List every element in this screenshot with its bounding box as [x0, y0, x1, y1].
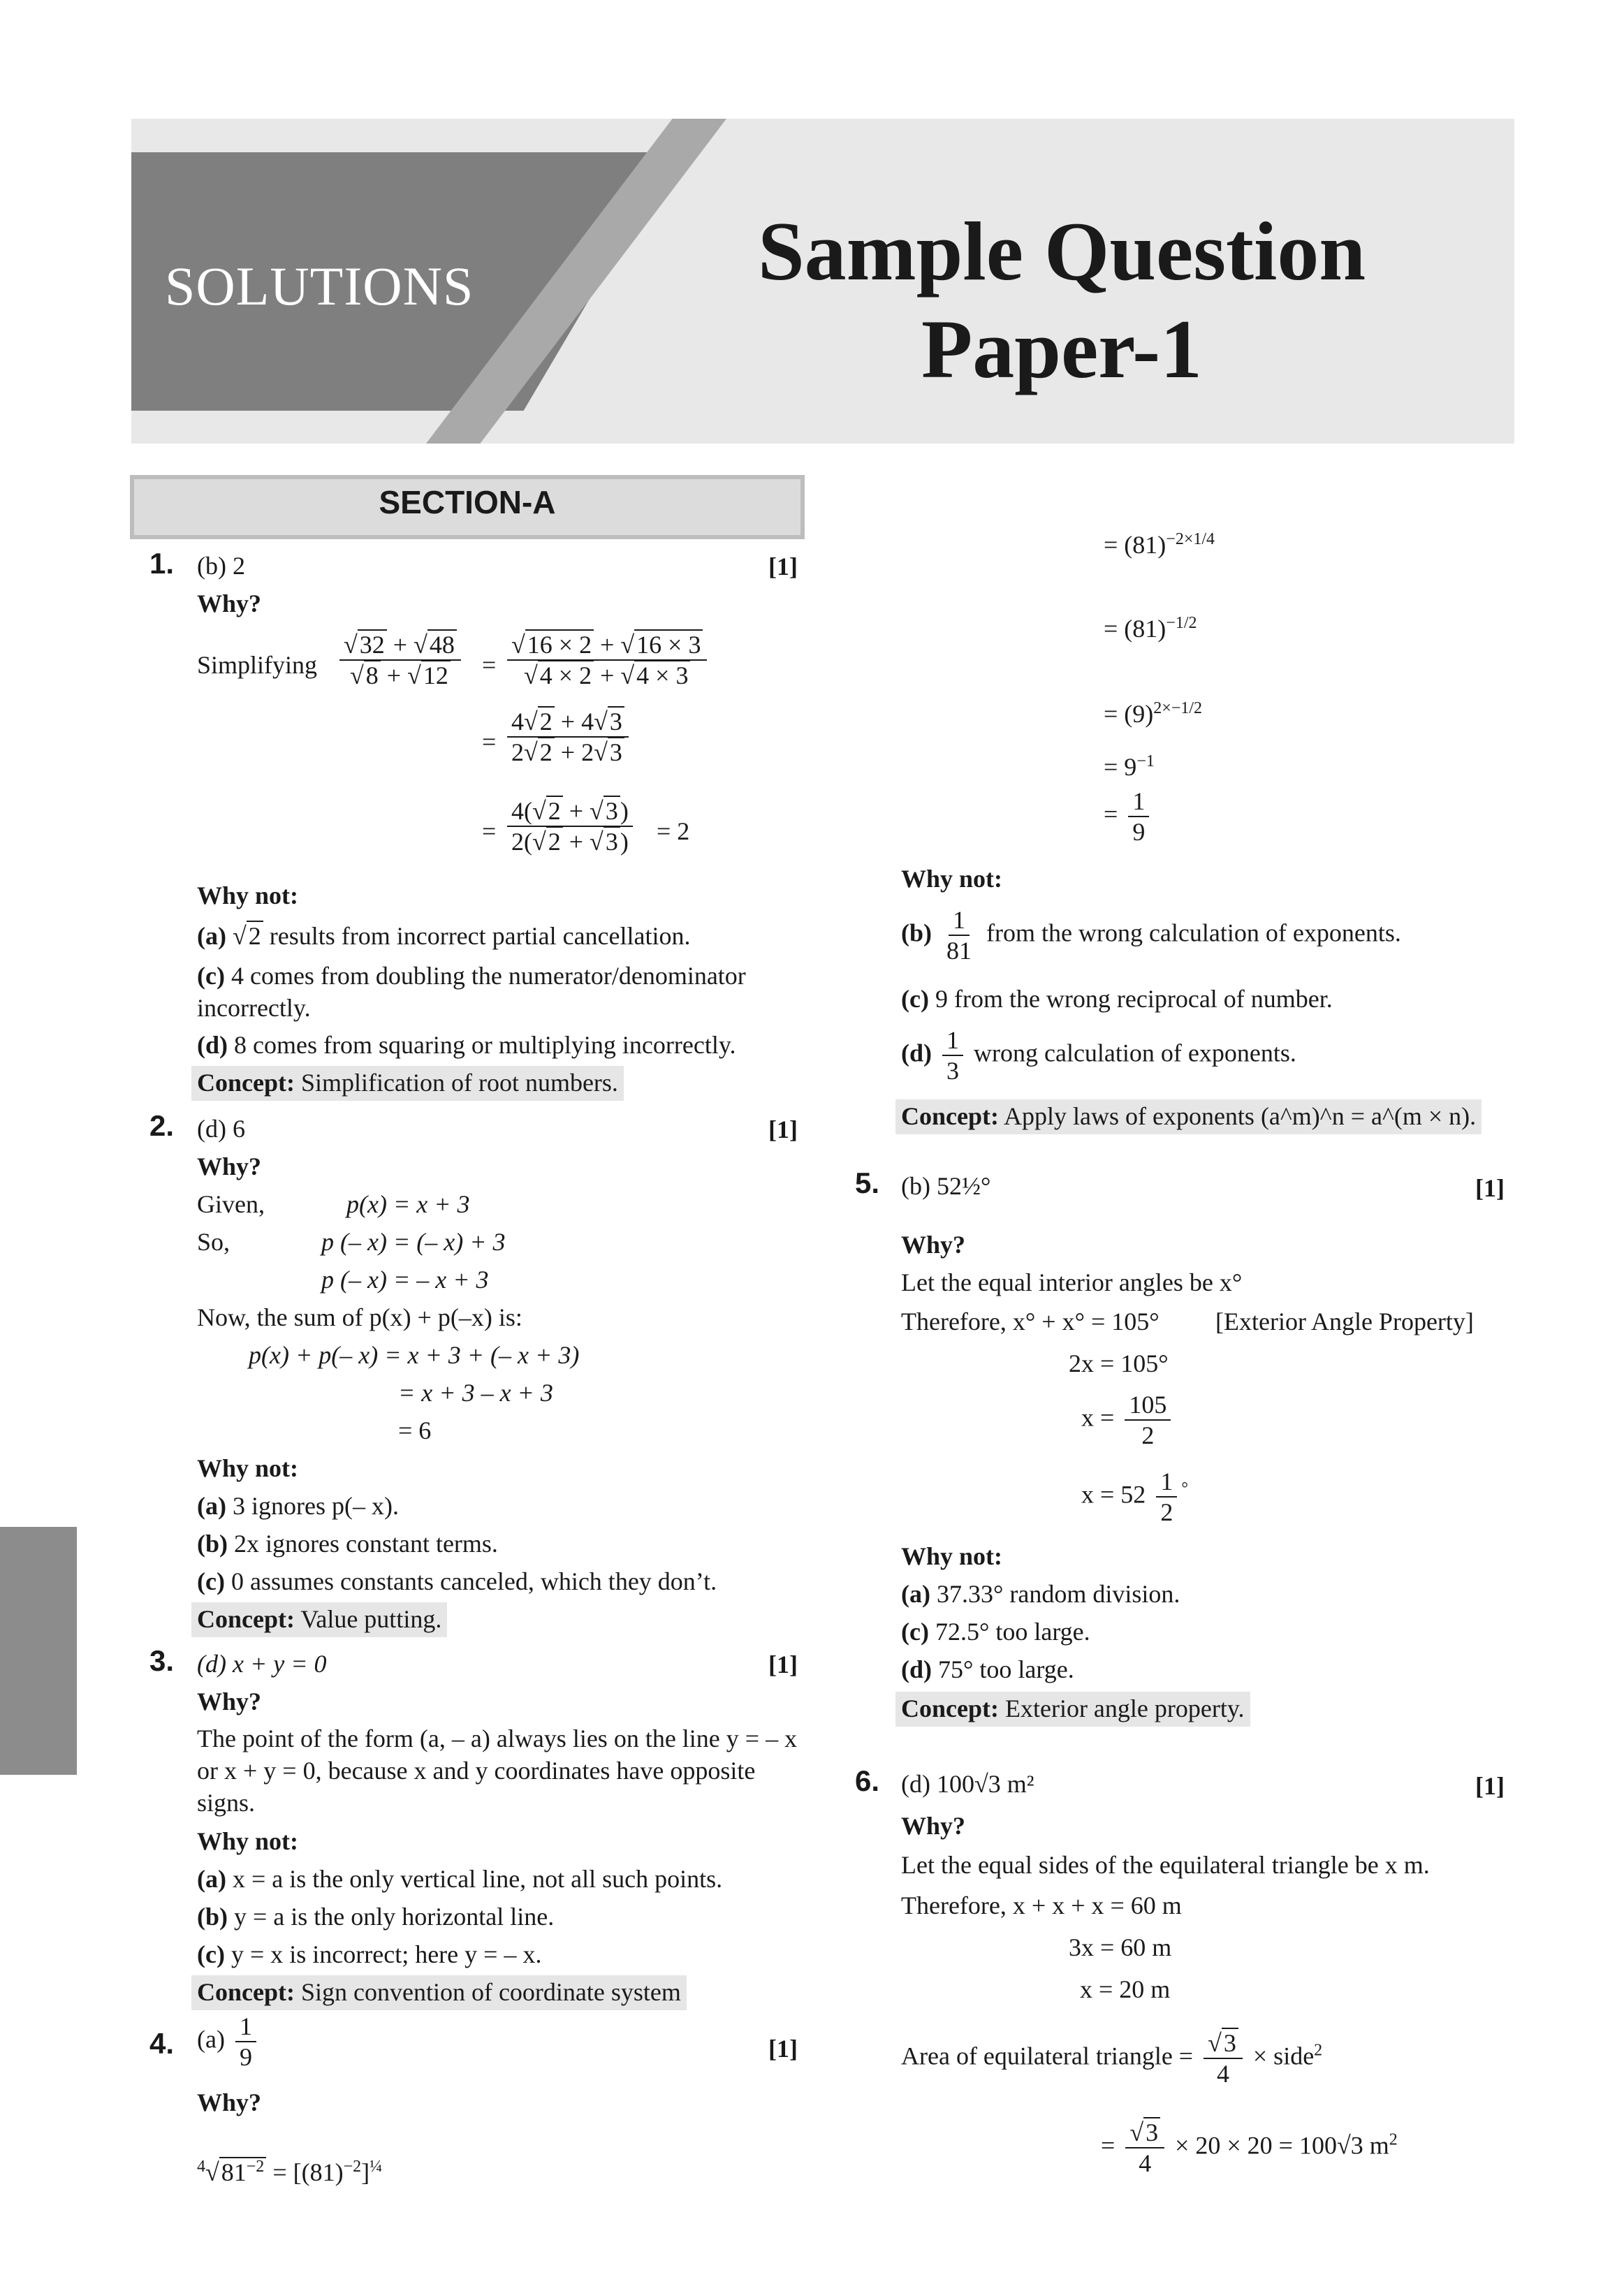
q1-eq-sign-2: =	[482, 728, 497, 756]
q5-line-4: x = $\frac{105}{2}$	[1081, 1390, 1175, 1450]
q6-area-result: = $\frac{√3}{4}$ × 20 × 20 = 100√3 $m^2$	[1101, 2118, 1398, 2177]
q4-step-c: = $(9)^{2\times-1/2}$	[1104, 699, 1203, 728]
q2-sum-2: = x + 3 – x + 3	[398, 1379, 553, 1407]
q1-why-not: Why not:	[197, 881, 299, 909]
q1-result: = 2	[657, 817, 690, 845]
q6-line-4: x = 20 m	[1080, 1975, 1171, 2003]
q5-why: Why?	[901, 1231, 966, 1259]
q1-fraction-3: $\frac{4√2 + 4√3}{2√2 + 2√3}$	[503, 707, 633, 767]
question-number-5: 5.	[855, 1166, 880, 1199]
q5-line-1: Let the equal interior angles be x°	[901, 1268, 1243, 1296]
q1-eq-sign-1: =	[482, 651, 497, 679]
q3-body: The point of the form (a, – a) always lies on the line y = – x or x + y = 0, because x and y coordinates have opposite signs.	[197, 1725, 798, 1817]
q5-option-d: (d) 75° too large.	[901, 1655, 1074, 1683]
header-solutions-label: SOLUTIONS	[165, 256, 474, 316]
q1-fraction-1: $\frac{√32 + √48}{√8 + √12}$	[335, 630, 465, 690]
q1-fraction-2: $\frac{√16 \times 2 + √16 \times 3}{√4 \times 2 + √4 \times 3}$	[503, 630, 711, 690]
q4-step-e: = $\frac{1}{9}$	[1104, 786, 1153, 847]
question-number-6: 6.	[855, 1764, 880, 1797]
q6-mark: [1]	[1475, 1772, 1505, 1800]
question-number-3: 3.	[149, 1644, 175, 1677]
q5-answer: (b) 52½°	[901, 1172, 991, 1200]
q5-line-2: Therefore, x° + x° = 105°	[901, 1308, 1160, 1335]
q5-why-not: Why not:	[901, 1542, 1003, 1570]
q4-step-b: = $(81)^{-1/2}$	[1104, 614, 1197, 643]
q2-given: Given,	[197, 1190, 265, 1218]
q6-why: Why?	[901, 1812, 966, 1840]
q2-given-eq: p(x) = x + 3	[346, 1190, 470, 1218]
question-number-1: 1.	[149, 547, 175, 580]
q1-option-c: (c) 4 comes from doubling the numerator/denominator incorrectly.	[197, 962, 746, 1022]
q3-why: Why?	[197, 1688, 262, 1715]
q5-mark: [1]	[1475, 1174, 1505, 1202]
q1-eq-sign-3: =	[482, 817, 497, 845]
q5-option-c: (c) 72.5° too large.	[901, 1618, 1090, 1646]
q4-answer: (a) $\frac{1}{9}$	[197, 2012, 261, 2072]
q6-area-line: Area of equilateral triangle = $\frac{√3}{4}$ × side$^2$	[901, 2029, 1323, 2088]
section-heading: SECTION-A	[379, 484, 556, 520]
q1-mark: [1]	[768, 552, 798, 580]
q1-option-d: (d) 8 comes from squaring or multiplying incorrectly.	[197, 1031, 736, 1059]
q2-option-c: (c) 0 assumes constants canceled, which they don’t.	[197, 1567, 717, 1595]
q2-sum-3: = 6	[398, 1416, 432, 1444]
q2-now: Now, the sum of p(x) + p(–x) is:	[197, 1303, 522, 1331]
q4-option-b: (b) $\frac{1}{81}$ from the wrong calculation of exponents.	[901, 906, 1401, 965]
q6-line-3: 3x = 60 m	[1069, 1933, 1172, 1961]
question-number-4: 4.	[149, 2027, 175, 2060]
q2-sum-1: p(x) + p(– x) = x + 3 + (– x + 3)	[249, 1341, 580, 1369]
q2-mark: [1]	[768, 1115, 798, 1143]
q4-step-d: = $9^{-1}$	[1104, 752, 1155, 781]
q1-answer: (b) 2	[197, 552, 245, 580]
q4-why: Why?	[197, 2088, 262, 2116]
q5-line-2-note: [Exterior Angle Property]	[1215, 1308, 1474, 1335]
q1-option-a: (a) √2 results from incorrect partial cancellation.	[197, 922, 691, 950]
q1-fraction-4: $\frac{4(√2 + √3)}{2(√2 + √3)}$	[503, 796, 637, 856]
q6-line-1: Let the equal sides of the equilateral triangle be x m.	[901, 1851, 1430, 1879]
q5-option-a: (a) 37.33° random division.	[901, 1580, 1180, 1608]
q3-mark: [1]	[768, 1650, 798, 1678]
q2-concept: Concept: Value putting.	[191, 1602, 447, 1637]
q4-option-c: (c) 9 from the wrong reciprocal of number.	[901, 985, 1333, 1013]
q4-step-a: = $(81)^{-2\times 1/4}$	[1104, 530, 1215, 559]
q5-line-3: 2x = 105°	[1069, 1349, 1169, 1377]
question-number-2: 2.	[149, 1109, 175, 1142]
q2-so-eq1: p (– x) = (– x) + 3	[321, 1228, 506, 1256]
q4-concept: Concept: Apply laws of exponents (a^m)^n = a^(m × n).	[895, 1099, 1482, 1134]
q3-option-b: (b) y = a is the only horizontal line.	[197, 1903, 555, 1931]
q3-why-not: Why not:	[197, 1827, 299, 1855]
q2-why-not: Why not:	[197, 1454, 299, 1482]
page-title-line2: Paper-1	[921, 302, 1203, 395]
q2-so-eq2: p (– x) = – x + 3	[321, 1266, 489, 1294]
q2-answer: (d) 6	[197, 1115, 245, 1143]
q4-why-not: Why not:	[901, 865, 1003, 893]
q5-line-5: x = 52 $\frac{1}{2}$ °	[1081, 1467, 1188, 1526]
page-title-line1: Sample Question	[757, 205, 1366, 298]
q4-option-d: (d) $\frac{1}{3}$ wrong calculation of exponents.	[901, 1026, 1296, 1085]
q4-root-expression: $^4√81^{-2} = [(81)^{-2}]^{\frac{1}{4}}$	[197, 2158, 383, 2186]
q6-line-2: Therefore, x + x + x = 60 m	[901, 1891, 1182, 1919]
q5-concept: Concept: Exterior angle property.	[895, 1692, 1250, 1727]
q3-concept: Concept: Sign convention of coordinate system	[191, 1975, 687, 2010]
q4-mark: [1]	[768, 2035, 798, 2063]
q2-so: So,	[197, 1228, 231, 1256]
q2-why: Why?	[197, 1152, 262, 1180]
q3-option-c: (c) y = x is incorrect; here y = – x.	[197, 1940, 542, 1968]
q1-simplifying: Simplifying	[197, 651, 318, 679]
q2-option-b: (b) 2x ignores constant terms.	[197, 1530, 498, 1558]
q3-answer: (d) x + y = 0	[197, 1650, 327, 1678]
q1-why: Why?	[197, 590, 262, 617]
q3-option-a: (a) x = a is the only vertical line, not all such points.	[197, 1865, 723, 1893]
q2-option-a: (a) 3 ignores p(– x).	[197, 1492, 399, 1520]
q6-answer: (d) 100√3 m²	[901, 1770, 1034, 1798]
side-tab	[0, 1527, 77, 1775]
q1-concept: Concept: Simplification of root numbers.	[191, 1066, 624, 1101]
